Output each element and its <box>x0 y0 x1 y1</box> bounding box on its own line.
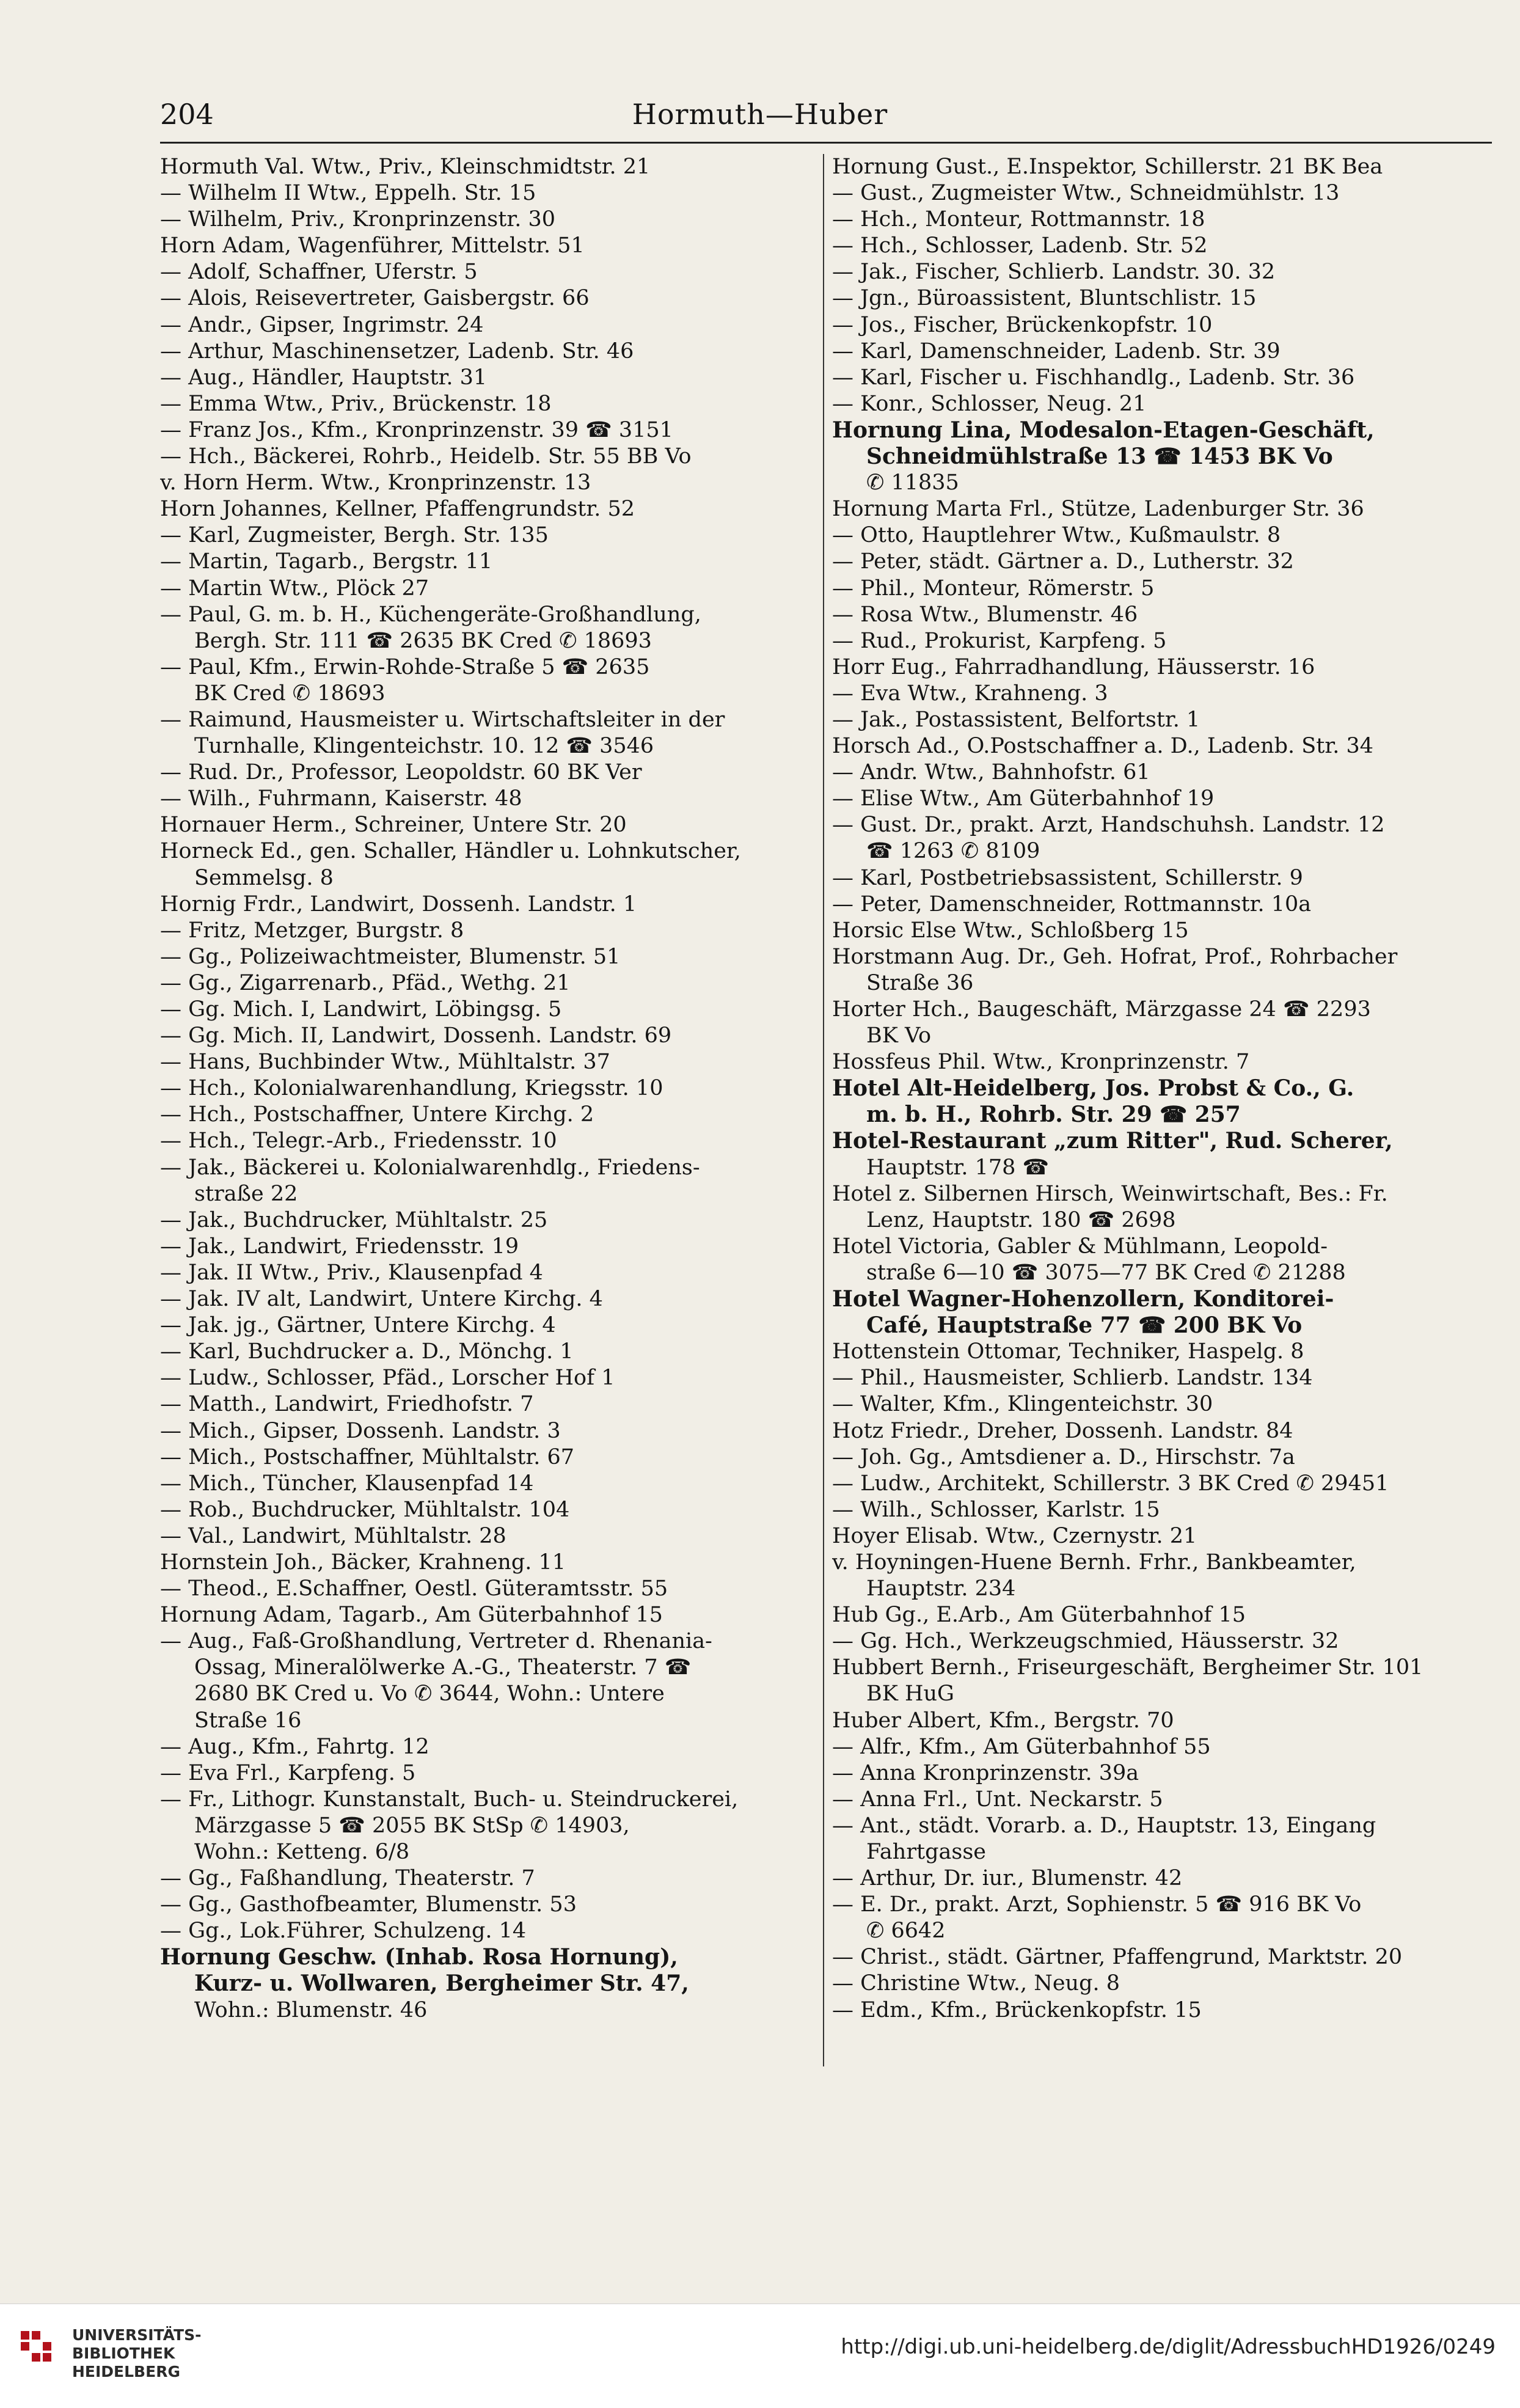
directory-entry-line: — Christine Wtw., Neug. 8 <box>832 1971 1120 1996</box>
directory-entry-line: Wohn.: Ketteng. 6/8 <box>194 1840 410 1864</box>
directory-entry-line: — Hch., Telegr.-Arb., Friedensstr. 10 <box>160 1129 557 1154</box>
directory-entry-line: Hottenstein Ottomar, Techniker, Haspelg. 8 <box>832 1339 1304 1364</box>
directory-entry-line: — Phil., Monteur, Römerstr. 5 <box>832 576 1155 601</box>
directory-entry-line: ✆ 6642 <box>866 1919 946 1944</box>
directory-entry-line: Kurz- u. Wollwaren, Bergheimer Str. 47, <box>194 1971 689 1997</box>
directory-entry-line: BK Vo <box>866 1023 932 1048</box>
directory-entry-line: Fahrtgasse <box>866 1840 987 1864</box>
directory-entry-line: — Jak., Bäckerei u. Kolonialwarenhdlg., Friedens- <box>160 1155 700 1180</box>
directory-entry-line: — Wilhelm II Wtw., Eppelh. Str. 15 <box>160 181 536 206</box>
directory-entry-line: — Mich., Tüncher, Klausenpfad 14 <box>160 1471 534 1496</box>
directory-entry-line: BK HuG <box>866 1682 955 1707</box>
directory-entry-line: — Adolf, Schaffner, Uferstr. 5 <box>160 260 478 285</box>
directory-entry-line: ☎ 1263 ✆ 8109 <box>866 839 1040 864</box>
directory-entry-line: Hornung Adam, Tagarb., Am Güterbahnhof 15 <box>160 1603 663 1628</box>
directory-entry-line: — Edm., Kfm., Brückenkopfstr. 15 <box>832 1997 1202 2022</box>
directory-entry-line: Hubbert Bernh., Friseurgeschäft, Bergheimer Str. 101 <box>832 1655 1423 1680</box>
directory-entry-line: — Hch., Postschaffner, Untere Kirchg. 2 <box>160 1102 594 1127</box>
directory-entry-line: — Elise Wtw., Am Güterbahnhof 19 <box>832 786 1215 811</box>
directory-entry-line: Hotel Alt-Heidelberg, Jos. Probst & Co., G. <box>832 1075 1354 1102</box>
directory-entry-line: — Peter, städt. Gärtner a. D., Lutherstr. 32 <box>832 549 1294 574</box>
directory-entry-line: — Arthur, Maschinensetzer, Ladenb. Str. 46 <box>160 339 634 364</box>
directory-entry-line: Hotel-Restaurant „zum Ritter", Rud. Scherer, <box>832 1128 1393 1154</box>
directory-entry-line: — Ludw., Architekt, Schillerstr. 3 BK Cred ✆ 29451 <box>832 1471 1389 1496</box>
directory-entry-line: — Alfr., Kfm., Am Güterbahnhof 55 <box>832 1734 1211 1759</box>
directory-entry-line: — Gg., Gasthofbeamter, Blumenstr. 53 <box>160 1892 577 1917</box>
directory-entry-line: Horr Eug., Fahrradhandlung, Häusserstr. 16 <box>832 654 1315 679</box>
directory-entry-line: Hornauer Herm., Schreiner, Untere Str. 20 <box>160 813 627 838</box>
directory-entry-line: Horn Adam, Wagenführer, Mittelstr. 51 <box>160 233 585 258</box>
directory-entry-line: — Karl, Fischer u. Fischhandlg., Ladenb. Str. 36 <box>832 365 1355 390</box>
directory-entry-line: Ossag, Mineralölwerke A.-G., Theaterstr. 7 ☎ <box>194 1655 692 1680</box>
directory-entry-line: — Konr., Schlosser, Neug. 21 <box>832 391 1147 416</box>
directory-entry-line: — Andr. Wtw., Bahnhofstr. 61 <box>832 760 1150 785</box>
directory-entry-line: straße 6—10 ☎ 3075—77 BK Cred ✆ 21288 <box>866 1260 1346 1285</box>
directory-entry-line: — Gg. Mich. I, Landwirt, Löbingsg. 5 <box>160 997 562 1022</box>
directory-entry-line: — Karl, Zugmeister, Bergh. Str. 135 <box>160 523 549 548</box>
directory-entry-line: Hotz Friedr., Dreher, Dossenh. Landstr. 84 <box>832 1418 1293 1443</box>
directory-entry-line: — Walter, Kfm., Klingenteichstr. 30 <box>832 1392 1213 1417</box>
directory-entry-line: — Hch., Kolonialwarenhandlung, Kriegsstr. 10 <box>160 1076 663 1101</box>
directory-entry-line: Hotel z. Silbernen Hirsch, Weinwirtschaft, Bes.: Fr. <box>832 1181 1388 1206</box>
directory-entry-line: — Gust., Zugmeister Wtw., Schneidmühlstr. 13 <box>832 181 1340 206</box>
directory-entry-line: Hauptstr. 234 <box>866 1576 1016 1601</box>
directory-entry-line: Märzgasse 5 ☎ 2055 BK StSp ✆ 14903, <box>194 1813 630 1838</box>
directory-entry-line: — Hch., Monteur, Rottmannstr. 18 <box>832 207 1205 232</box>
directory-entry-line: — Jak. jg., Gärtner, Untere Kirchg. 4 <box>160 1313 556 1338</box>
running-head: Hormuth—Huber <box>632 98 888 131</box>
directory-entry-line: — Joh. Gg., Amtsdiener a. D., Hirschstr. 7a <box>832 1444 1295 1469</box>
directory-entry-line: Horsic Else Wtw., Schloßberg 15 <box>832 918 1189 943</box>
directory-entry-line: — Paul, G. m. b. H., Küchengeräte-Großhandlung, <box>160 602 701 627</box>
directory-entry-line: — Jos., Fischer, Brückenkopfstr. 10 <box>832 312 1213 337</box>
directory-entry-line: — Arthur, Dr. iur., Blumenstr. 42 <box>832 1866 1183 1891</box>
directory-entry-line: — Jgn., Büroassistent, Bluntschlistr. 15 <box>832 286 1257 311</box>
page-header <box>0 98 1520 134</box>
directory-entry-line: Huber Albert, Kfm., Bergstr. 70 <box>832 1708 1174 1733</box>
directory-entry-line: — Fritz, Metzger, Burgstr. 8 <box>160 918 464 943</box>
library-name: UNIVERSITÄTS- BIBLIOTHEK HEIDELBERG <box>72 2326 202 2381</box>
directory-entry-line: Café, Hauptstraße 77 ☎ 200 BK Vo <box>866 1312 1303 1339</box>
directory-entry-line: — Anna Kronprinzenstr. 39a <box>832 1760 1139 1785</box>
directory-entry-line: Hornung Gust., E.Inspektor, Schillerstr. 21 BK Bea <box>832 155 1383 179</box>
directory-entry-line: — Wilhelm, Priv., Kronprinzenstr. 30 <box>160 207 555 232</box>
directory-entry-line: — Peter, Damenschneider, Rottmannstr. 10a <box>832 891 1312 917</box>
directory-entry-line: — Raimund, Hausmeister u. Wirtschaftsleiter in der <box>160 707 725 732</box>
directory-entry-line: — Martin, Tagarb., Bergstr. 11 <box>160 549 493 574</box>
directory-entry-line: Bergh. Str. 111 ☎ 2635 BK Cred ✆ 18693 <box>194 628 652 653</box>
directory-entry-line: Straße 36 <box>866 970 974 995</box>
directory-entry-line: — Hch., Bäckerei, Rohrb., Heidelb. Str. 55 BB Vo <box>160 444 692 469</box>
directory-entry-line: v. Horn Herm. Wtw., Kronprinzenstr. 13 <box>160 470 591 496</box>
directory-entry-line: Hornung Geschw. (Inhab. Rosa Hornung), <box>160 1944 678 1971</box>
directory-entry-line: — Aug., Faß-Großhandlung, Vertreter d. Rhenania- <box>160 1629 712 1654</box>
directory-entry-line: — Franz Jos., Kfm., Kronprinzenstr. 39 ☎ 3151 <box>160 417 673 442</box>
directory-entry-line: Horneck Ed., gen. Schaller, Händler u. Lohnkutscher, <box>160 839 741 864</box>
directory-entry-line: — Gg., Lok.Führer, Schulzeng. 14 <box>160 1919 527 1944</box>
directory-entry-line: — Mich., Gipser, Dossenh. Landstr. 3 <box>160 1418 561 1443</box>
directory-entry-line: — Jak., Postassistent, Belfortstr. 1 <box>832 707 1200 732</box>
directory-entry-line: — Hch., Schlosser, Ladenb. Str. 52 <box>832 233 1208 258</box>
directory-entry-line: — E. Dr., prakt. Arzt, Sophienstr. 5 ☎ 916 BK Vo <box>832 1892 1362 1917</box>
directory-entry-line: — Jak., Fischer, Schlierb. Landstr. 30. 32 <box>832 260 1276 285</box>
directory-entry-line: Hornig Frdr., Landwirt, Dossenh. Landstr. 1 <box>160 891 637 917</box>
directory-entry-line: ✆ 11835 <box>866 470 959 496</box>
header-rule <box>160 142 1492 144</box>
directory-entry-line: — Wilh., Schlosser, Karlstr. 15 <box>832 1497 1160 1522</box>
directory-entry-line: v. Hoyningen-Huene Bernh. Frhr., Bankbeamter, <box>832 1550 1356 1575</box>
directory-entry-line: — Phil., Hausmeister, Schlierb. Landstr. 134 <box>832 1366 1313 1391</box>
directory-entry-line: — Karl, Buchdrucker a. D., Mönchg. 1 <box>160 1339 574 1364</box>
directory-entry-line: Hotel Wagner-Hohenzollern, Konditorei- <box>832 1286 1334 1312</box>
directory-entry-line: — Paul, Kfm., Erwin-Rohde-Straße 5 ☎ 2635 <box>160 654 650 679</box>
directory-entry-line: — Jak. IV alt, Landwirt, Untere Kirchg. 4 <box>160 1287 603 1312</box>
directory-entry-line: — Ant., städt. Vorarb. a. D., Hauptstr. 13, Eingang <box>832 1813 1376 1838</box>
directory-entry-line: Schneidmühlstraße 13 ☎ 1453 BK Vo <box>866 444 1333 470</box>
directory-entry-line: Horter Hch., Baugeschäft, Märzgasse 24 ☎ 2293 <box>832 997 1371 1022</box>
directory-entry-line: — Wilh., Fuhrmann, Kaiserstr. 48 <box>160 786 522 811</box>
directory-entry-line: straße 22 <box>194 1181 298 1206</box>
directory-entry-line: — Gust. Dr., prakt. Arzt, Handschuhsh. Landstr. 12 <box>832 813 1385 838</box>
directory-entry-line: — Gg., Polizeiwachtmeister, Blumenstr. 51 <box>160 944 621 969</box>
directory-entry-line: Hornung Marta Frl., Stütze, Ladenburger Str. 36 <box>832 497 1364 522</box>
directory-entry-line: — Rosa Wtw., Blumenstr. 46 <box>832 602 1138 627</box>
source-url-link[interactable]: http://digi.ub.uni-heidelberg.de/diglit/AdressbuchHD1926/0249 <box>841 2335 1496 2359</box>
directory-entry-line: — Ludw., Schlosser, Pfäd., Lorscher Hof 1 <box>160 1366 615 1391</box>
directory-entry-line: Hossfeus Phil. Wtw., Kronprinzenstr. 7 <box>832 1050 1250 1075</box>
directory-entry-line: — Theod., E.Schaffner, Oestl. Güteramtsstr. 55 <box>160 1576 668 1601</box>
directory-entry-line: — Gg. Mich. II, Landwirt, Dossenh. Landstr. 69 <box>160 1023 672 1048</box>
directory-entry-line: — Fr., Lithogr. Kunstanstalt, Buch- u. Steindruckerei, <box>160 1787 739 1812</box>
directory-entry-line: Hornstein Joh., Bäcker, Krahneng. 11 <box>160 1550 566 1575</box>
column-divider <box>823 154 824 2066</box>
directory-entry-line: m. b. H., Rohrb. Str. 29 ☎ 257 <box>866 1102 1241 1128</box>
directory-entry-line: — Matth., Landwirt, Friedhofstr. 7 <box>160 1392 534 1417</box>
directory-entry-line: Hoyer Elisab. Wtw., Czernystr. 21 <box>832 1523 1197 1548</box>
directory-entry-line: — Rob., Buchdrucker, Mühltalstr. 104 <box>160 1497 570 1522</box>
directory-entry-line: Horstmann Aug. Dr., Geh. Hofrat, Prof., Rohrbacher <box>832 944 1398 969</box>
directory-entry-line: Hotel Victoria, Gabler & Mühlmann, Leopold- <box>832 1234 1328 1259</box>
directory-entry-line: — Anna Frl., Unt. Neckarstr. 5 <box>832 1787 1163 1812</box>
library-logo-icon <box>18 2329 61 2371</box>
directory-entry-line: Hub Gg., E.Arb., Am Güterbahnhof 15 <box>832 1603 1246 1628</box>
directory-entry-line: — Karl, Postbetriebsassistent, Schillerstr. 9 <box>832 865 1303 890</box>
directory-entry-line: — Eva Frl., Karpfeng. 5 <box>160 1760 416 1785</box>
directory-entry-line: — Christ., städt. Gärtner, Pfaffengrund, Marktstr. 20 <box>832 1945 1403 1970</box>
directory-entry-line: — Gg., Faßhandlung, Theaterstr. 7 <box>160 1866 535 1891</box>
directory-entry-line: — Val., Landwirt, Mühltalstr. 28 <box>160 1523 506 1548</box>
directory-entry-line: Straße 16 <box>194 1708 302 1733</box>
directory-entry-line: — Jak., Landwirt, Friedensstr. 19 <box>160 1234 519 1259</box>
directory-entry-line: Hauptstr. 178 ☎ <box>866 1155 1050 1180</box>
directory-entry-line: — Martin Wtw., Plöck 27 <box>160 576 429 601</box>
directory-entry-line: — Rud., Prokurist, Karpfeng. 5 <box>832 628 1167 653</box>
directory-entry-line: — Emma Wtw., Priv., Brückenstr. 18 <box>160 391 552 416</box>
directory-entry-line: Horn Johannes, Kellner, Pfaffengrundstr. 52 <box>160 497 635 522</box>
directory-entry-line: — Gg. Hch., Werkzeugschmied, Häusserstr. 32 <box>832 1629 1339 1654</box>
directory-entry-line: 2680 BK Cred u. Vo ✆ 3644, Wohn.: Untere <box>194 1682 665 1707</box>
directory-entry-line: Hormuth Val. Wtw., Priv., Kleinschmidtstr. 21 <box>160 155 651 179</box>
left-column <box>160 154 817 2024</box>
directory-entry-line: — Karl, Damenschneider, Ladenb. Str. 39 <box>832 339 1281 364</box>
directory-entry-line: Lenz, Hauptstr. 180 ☎ 2698 <box>866 1207 1176 1232</box>
directory-entry-line: — Eva Wtw., Krahneng. 3 <box>832 681 1108 706</box>
right-column <box>832 154 1489 2024</box>
directory-entry-line: — Otto, Hauptlehrer Wtw., Kußmaulstr. 8 <box>832 523 1281 548</box>
directory-entry-line: Turnhalle, Klingenteichstr. 10. 12 ☎ 3546 <box>194 734 654 759</box>
directory-entry-line: Semmelsg. 8 <box>194 865 334 890</box>
directory-entry-line: — Jak., Buchdrucker, Mühltalstr. 25 <box>160 1207 548 1232</box>
directory-entry-line: — Gg., Zigarrenarb., Pfäd., Wethg. 21 <box>160 970 571 995</box>
directory-entry-line: Hornung Lina, Modesalon-Etagen-Geschäft, <box>832 417 1375 443</box>
footer-bar <box>0 2304 1520 2408</box>
directory-entry-line: — Rud. Dr., Professor, Leopoldstr. 60 BK Ver <box>160 760 642 785</box>
directory-entry-line: Wohn.: Blumenstr. 46 <box>194 1997 428 2022</box>
directory-entry-line: — Andr., Gipser, Ingrimstr. 24 <box>160 312 484 337</box>
directory-entry-line: — Jak. II Wtw., Priv., Klausenpfad 4 <box>160 1260 543 1285</box>
directory-entry-line: — Aug., Händler, Hauptstr. 31 <box>160 365 488 390</box>
directory-entry-line: BK Cred ✆ 18693 <box>194 681 385 706</box>
directory-entry-line: — Aug., Kfm., Fahrtg. 12 <box>160 1734 429 1759</box>
directory-entry-line: — Mich., Postschaffner, Mühltalstr. 67 <box>160 1444 575 1469</box>
directory-entry-line: — Hans, Buchbinder Wtw., Mühltalstr. 37 <box>160 1050 610 1075</box>
directory-entry-line: — Alois, Reisevertreter, Gaisbergstr. 66 <box>160 286 590 311</box>
page-number: 204 <box>160 98 214 131</box>
directory-entry-line: Horsch Ad., O.Postschaffner a. D., Ladenb. Str. 34 <box>832 734 1374 759</box>
